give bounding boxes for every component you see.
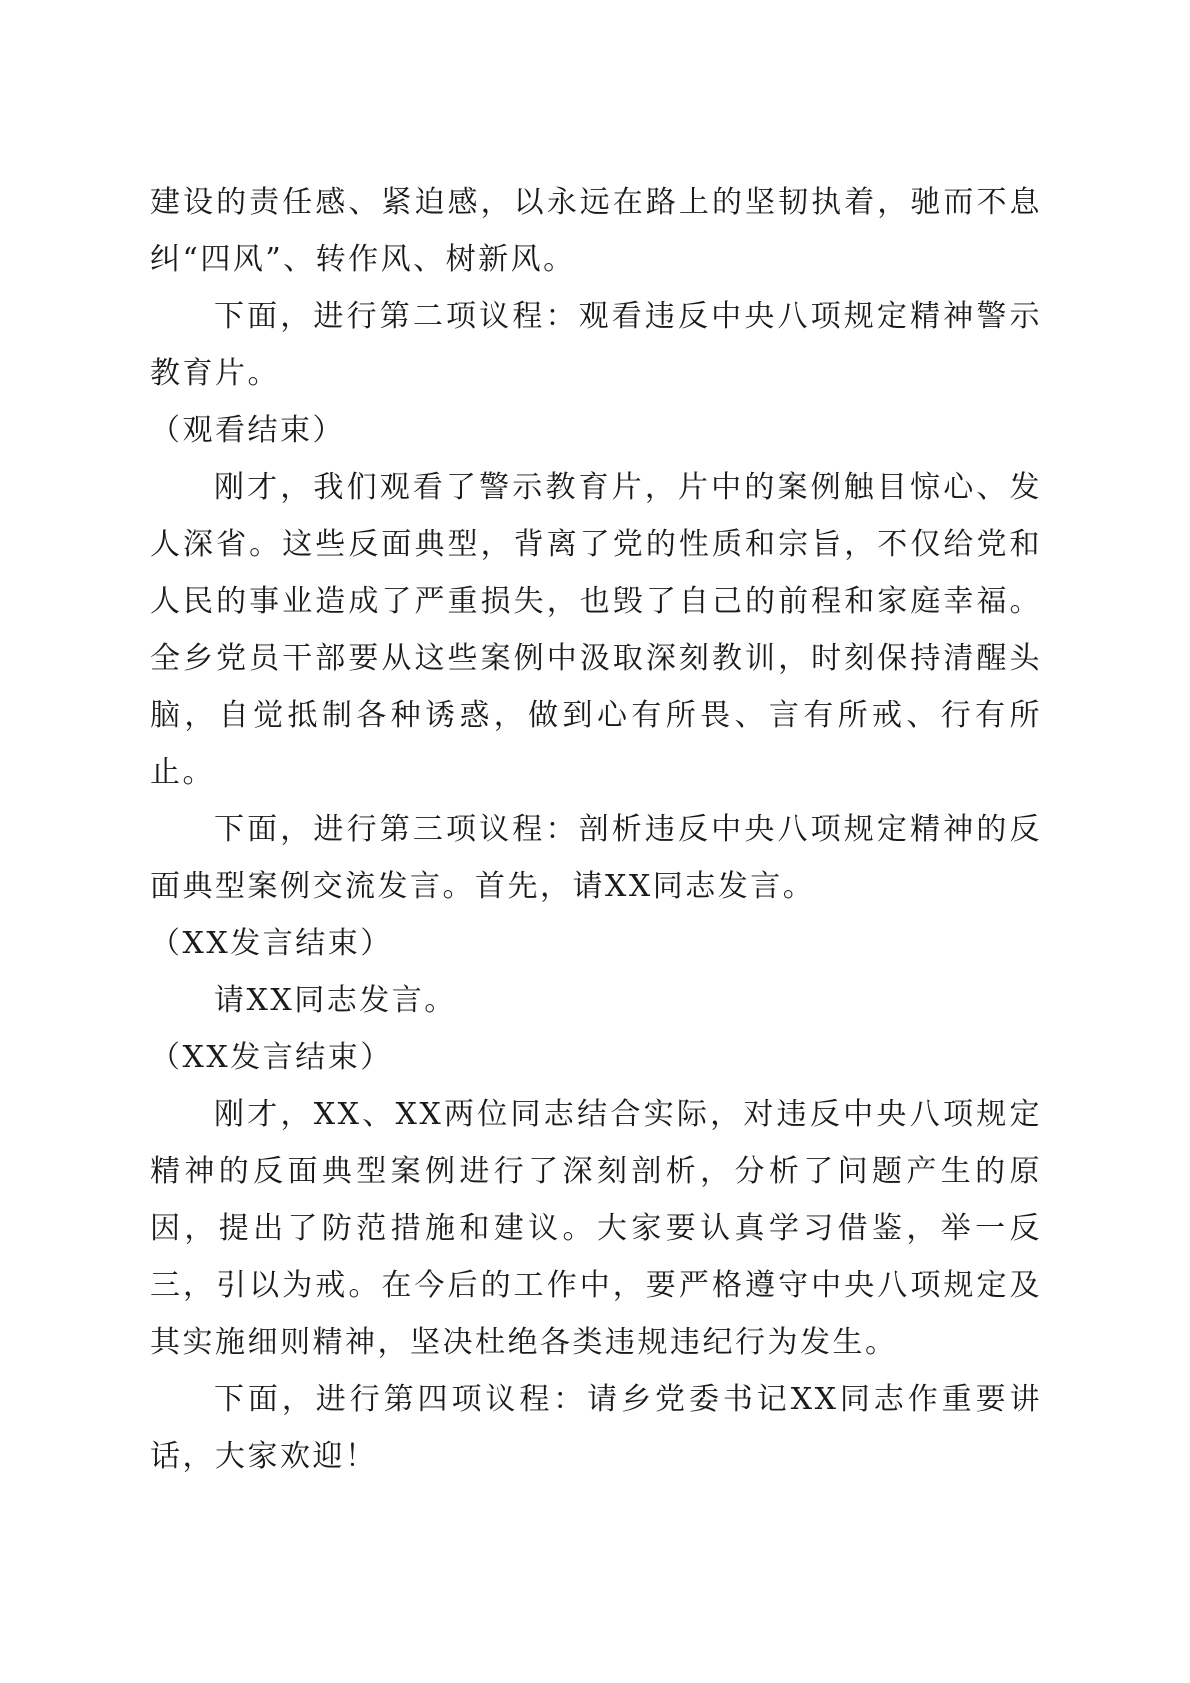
stage-note-speech-end-2: （XX发言结束） xyxy=(150,1040,393,1075)
paragraph-agenda-item-2: 下面，进行第二项议程：观看违反中央八项规定精神警示教育片。 xyxy=(150,299,1042,391)
paragraph-reflection: 刚才，我们观看了警示教育片，片中的案例触目惊心、发人深省。这些反面典型，背离了党的性质和宗旨，不仅给党和人民的事业造成了严重损失，也毁了自己的前程和家庭幸福。全乡党员干部要从这些案例中汲取深刻教训，时刻保持清醒头脑，自觉抵制各种诱惑，做到心有所畏、言有所戒、行有所止。 xyxy=(150,470,1042,790)
paragraph-agenda-item-3: 下面，进行第三项议程：剖析违反中央八项规定精神的反面典型案例交流发言。首先，请XX同志发言。 xyxy=(150,812,1042,904)
stage-note-speech-end-1: （XX发言结束） xyxy=(150,926,393,961)
paragraph-agenda-item-4: 下面，进行第四项议程：请乡党委书记XX同志作重要讲话，大家欢迎！ xyxy=(150,1382,1042,1474)
paragraph-continuation: 建设的责任感、紧迫感，以永远在路上的坚韧执着，驰而不息纠“四风”、转作风、树新风。 xyxy=(150,185,1042,277)
stage-note-viewing-end: （观看结束） xyxy=(150,413,345,448)
document-body xyxy=(150,174,1042,1485)
paragraph-summary: 刚才，XX、XX两位同志结合实际，对违反中央八项规定精神的反面典型案例进行了深刻剖析，分析了问题产生的原因，提出了防范措施和建议。大家要认真学习借鉴，举一反三，引以为戒。在今后的工作中，要严格遵守中央八项规定及其实施细则精神，坚决杜绝各类违规违纪行为发生。 xyxy=(150,1097,1042,1360)
paragraph-invite-speaker: 请XX同志发言。 xyxy=(214,983,457,1018)
